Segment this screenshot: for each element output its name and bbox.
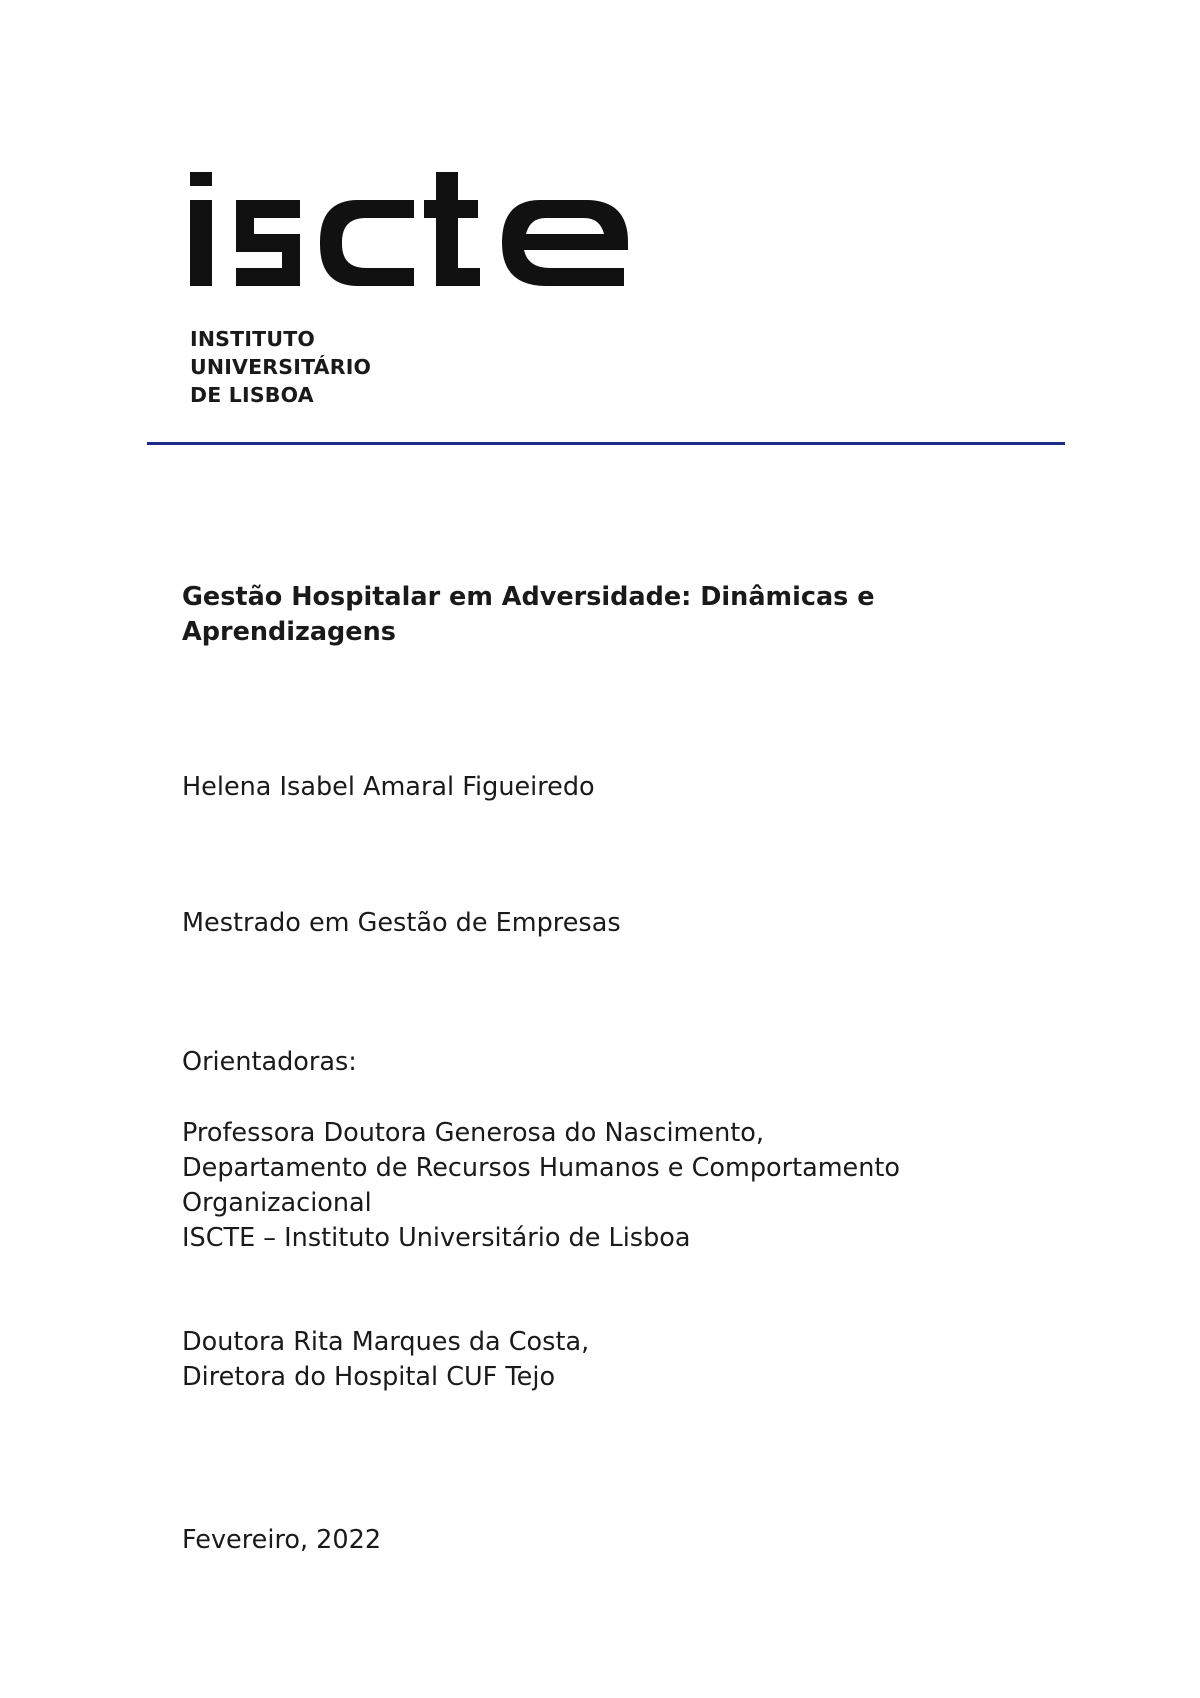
- iscte-logo: [188, 170, 648, 290]
- header-divider: [147, 442, 1065, 445]
- supervisor-entry: [182, 1116, 900, 1256]
- supervisors-label: Orientadoras:: [182, 1047, 357, 1077]
- author-name: Helena Isabel Amaral Figueiredo: [182, 772, 595, 802]
- supervisor-entry: [182, 1325, 589, 1395]
- supervisor-line: Professora Doutora Generosa do Nascimento,: [182, 1118, 764, 1148]
- institution-name-line: DE LISBOA: [190, 383, 314, 407]
- supervisor-line: ISCTE – Instituto Universitário de Lisboa: [182, 1223, 691, 1253]
- supervisor-line: Departamento de Recursos Humanos e Comportamento: [182, 1153, 901, 1183]
- submission-date: Fevereiro, 2022: [182, 1525, 382, 1555]
- supervisor-line: Doutora Rita Marques da Costa,: [182, 1327, 590, 1357]
- institution-name: [190, 325, 371, 409]
- degree-name: Mestrado em Gestão de Empresas: [182, 908, 621, 938]
- iscte-wordmark-logo: [188, 170, 648, 290]
- supervisor-line: Organizacional: [182, 1188, 372, 1218]
- institution-name-line: UNIVERSITÁRIO: [190, 355, 372, 379]
- supervisor-line: Diretora do Hospital CUF Tejo: [182, 1362, 556, 1392]
- thesis-title-line: Gestão Hospitalar em Adversidade: Dinâmicas e: [182, 582, 875, 612]
- thesis-title-line: Aprendizagens: [182, 617, 396, 647]
- thesis-title: [182, 580, 875, 650]
- institution-name-line: INSTITUTO: [190, 327, 316, 351]
